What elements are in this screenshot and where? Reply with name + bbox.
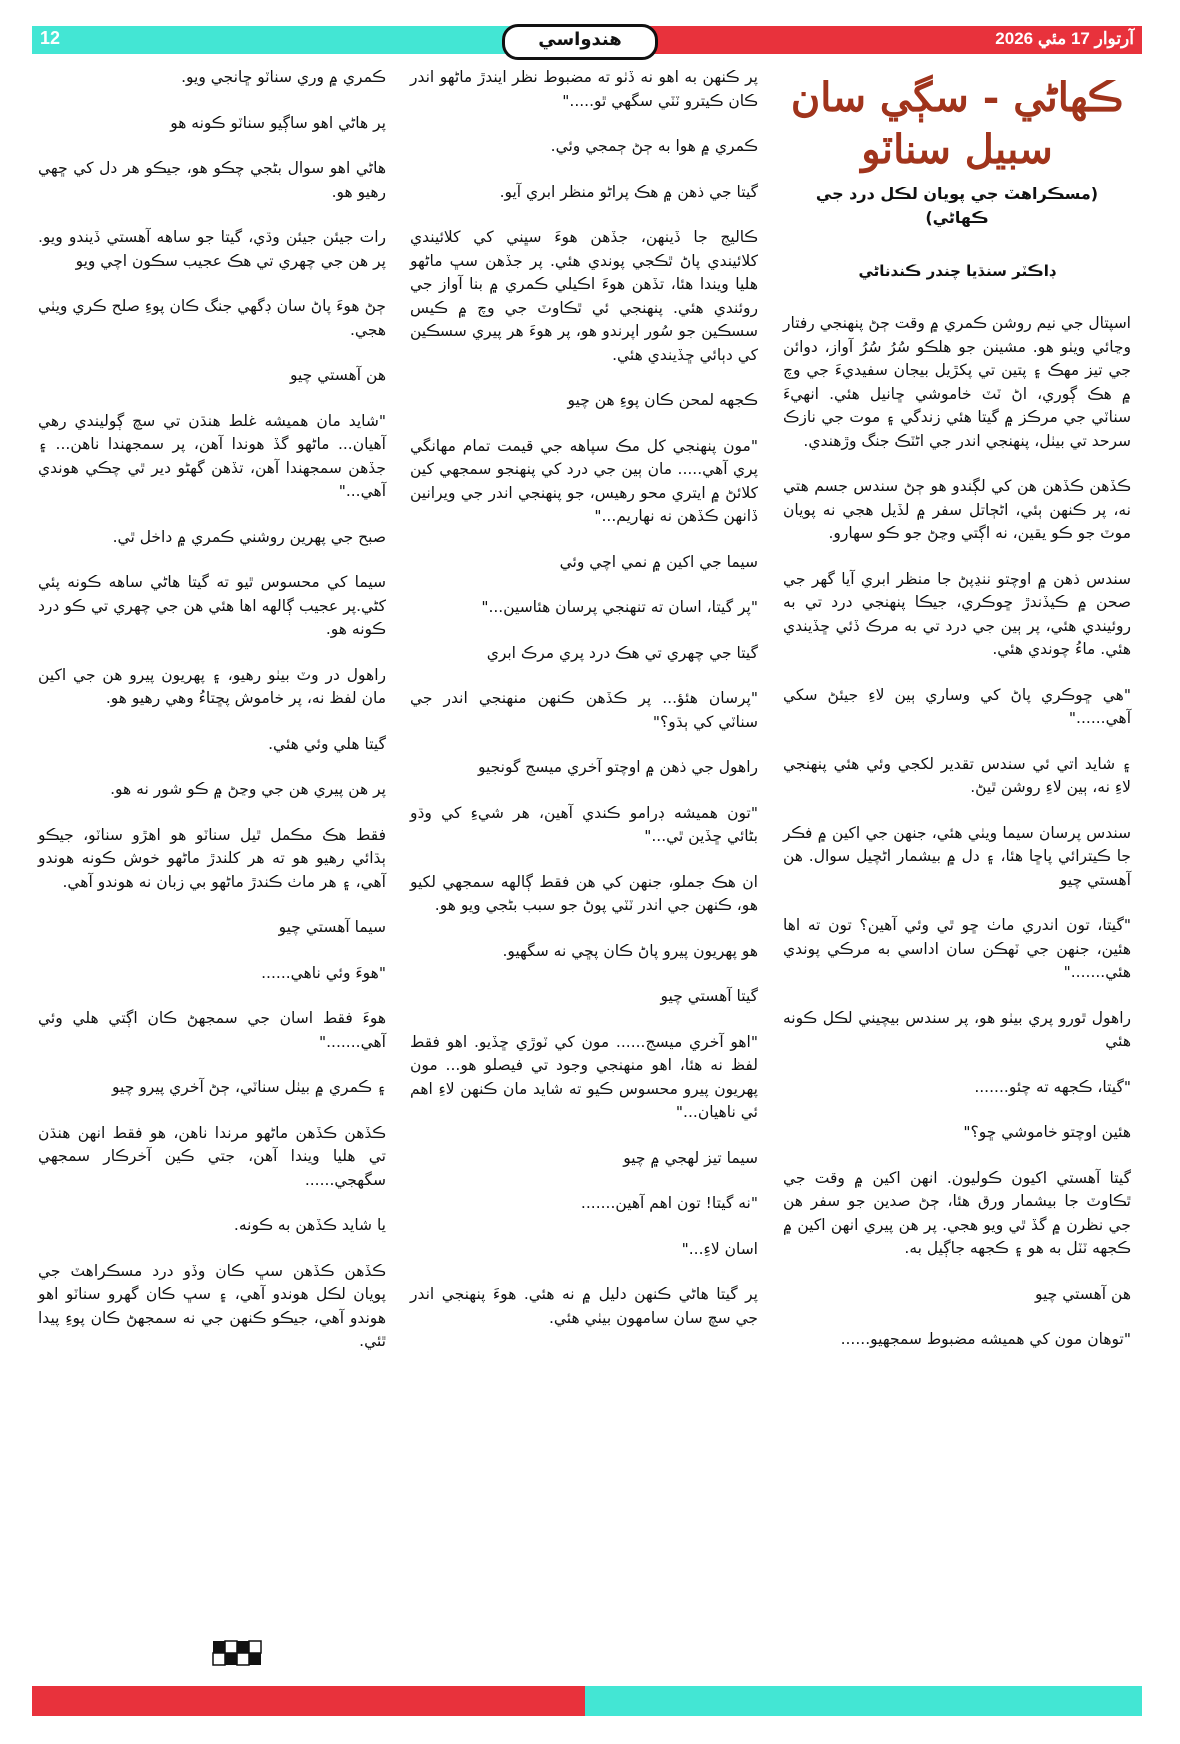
paragraph: ڪڏهن ڪڏهن هن کي لڳندو هو ڄڻ سندس جسم هتي نه، پر ڪنھن ٻئي، اڻڄاتل سفر ۾ لڏيل هجي نه پويان موٽ جو ڪو يقين، نه اڳتي وڃڻ جو ڪو سھارو. (783, 477, 1131, 542)
paragraph: ڪڏهن ڪڏهن ماڻھو مرندا ناهن، هو فقط انھن هنڌن تي هليا ويندا آهن، جتي ڪين آخرڪار سمجهي سگهجي...... (38, 1123, 386, 1189)
paragraph: ڪجھه لمحن ڪان پوءِ هن چيو (567, 391, 758, 409)
paragraph: "هوءَ وئي ناهي...... (261, 963, 386, 982)
paragraph: "پرسان هئؤ... پر ڪڏهن ڪنھن منھنجي اندر جي سناٽي کي ٻڌو؟" (410, 689, 758, 731)
paragraph: "شايد مان هميشه غلط هنڌن تي سچ ڳوليندي رهي آهيان... ماڻھو گڏ هوندا آهن، پر سمجهندا ناهن... ۽ جڏهن سمجهندا آهن، تڏهن گھڻو دير ٿي چڪي هوندي آهي..." (38, 411, 386, 500)
paragraph: سيما جي اکين ۾ نمي اچي وئي (559, 552, 758, 571)
article-title (783, 72, 1131, 176)
title-line-2: سبيل سناٽو (861, 126, 1053, 173)
paragraph: گيتا آهستي اکيون ڪوليون. انھن اکين ۾ وقت جي ٿڪاوٽ جا بيشمار ورق هئا، ڄڻ صدين جو سفر هن جي نظرن ۾ گڏ ٿي ويو هجي. پر هن پيري انھن اکين ۾ ڪجھه ٽٽل به هو ۽ ڪجھه جاڳيل به. (783, 1168, 1131, 1257)
paragraph: راهول ٿورو پري بيٺو هو، پر سندس بيچيني لڪل ڪونه هئي (783, 1008, 1131, 1050)
paragraph: "گيتا، ڪجھه ته چئو....... (974, 1077, 1131, 1096)
paragraph: فقط هڪ مڪمل ٿيل سناٽو هو اهڙو سناٽو، جيڪو ٻڌائي رهيو هو ته هر کلندڙ ماڻھو خوش ڪونه هوندو آهي، ۽ هر ماٺ ڪندڙ ماڻھو بي زبان نه هوندو آهي. (38, 825, 386, 891)
paragraph: "تون هميشه ڊرامو ڪندي آهين، هر شيءِ کي وڌو بڻائي ڇڏين ٿي..." (410, 803, 758, 845)
paragraph: "هي ڇوڪري پاڻ کي وساري ٻين لاءِ جيئڻ سکي آهي......" (783, 685, 1131, 727)
paragraph: اسپتال جي نيم روشن ڪمري ۾ وقت ڄڻ پنھنجي رفتار وڃائي ويٺو هو. مشينن جو هلڪو سُرُ سُرُ آواز، دوائن جي تيز مھڪ ۽ پتين تي پکڙيل بيجان سفيديءَ جي وچ ۾ هڪ ڳوري، اڻ ٽٽ خاموشي ڇانيل هئي. انھيءَ سناٽي جي مرڪز ۾ گيتا هئي زندگي ۽ موت جي نازڪ سرحد تي بيٺل، پنھنجي اندر جي اڻٽڪ جنگ وڙهندي. (783, 314, 1131, 450)
paragraph: "نه گيتا! تون اهم آهين....... (580, 1194, 758, 1212)
paragraph: سندس پرسان سيما ويٺي هئي، جنھن جي اکين ۾ فڪر جا ڪيترائي پاڇا هئا، ۽ دل ۾ بيشمار اڻچيل سوال. هن آهستي چيو (783, 823, 1131, 889)
header-bar-left (32, 26, 572, 54)
paragraph: يا شايد ڪڏهن به ڪونه. (233, 1216, 386, 1234)
header-bar (32, 26, 1142, 54)
paragraph: گيتا جي چھري تي هڪ درد پري مرڪ ابري (486, 643, 758, 662)
paragraph: هو پھريون پيرو پاڻ ڪان پڇي نه سگهيو. (502, 941, 758, 960)
paragraph: سيما آهستي چيو (278, 918, 386, 936)
paragraph: ۽ شايد اتي ئي سندس تقدير لکجي وئي هئي پنھنجي لاءِ نه، ٻين لاءِ روشن ٿيڻ. (783, 754, 1131, 796)
paragraph: هن آهستي چيو (290, 366, 386, 384)
article-subtitle: (مسڪراهٽ جي پويان لڪل درد جي ڪھاڻي) (815, 184, 1099, 227)
paragraph: پر هن پيري هن جي وڃڻ ۾ ڪو شور نه هو. (110, 780, 386, 798)
paragraph: سيما تيز لھجي ۾ چيو (623, 1148, 758, 1167)
paragraph: ۽ ڪمري ۾ بيٺل سناٽي، ڄڻ آخري پيرو چيو (112, 1078, 386, 1096)
header-bar-right (587, 26, 1142, 54)
article-author: ڊاڪٽر سنڌيا چندر ڪندناڻي (858, 262, 1056, 280)
paragraph: "اهو آخري ميسج...... مون کي ٽوڙي ڇڏيو. اهو فقط لفظ نه هئا، اهو منھنجي وجود تي فيصلو هو... مون پھريون پيرو محسوس ڪيو ته شايد مان ڪنھن لاءِ اهم ئي ناهيان..." (410, 1032, 758, 1121)
paragraph: صبح جي پھرين روشني ڪمري ۾ داخل ٿي. (112, 527, 386, 546)
column-middle-body (410, 66, 758, 1330)
title-line-1: ڪھاڻي - سڳي سان (790, 74, 1124, 121)
column-right (783, 66, 1131, 1374)
paragraph: ڪڏهن ڪڏهن سڀ ڪان وڏو درد مسڪراهٽ جي پويان لڪل هوندو آهي، ۽ سڀ ڪان گھرو سناٽو اهو هوندو آهي، جيڪو ڪنھن جي نه سمجهڻ ڪان پوءِ پيدا ٿئي. (38, 1261, 386, 1350)
paragraph: ڄڻ هوءَ پاڻ سان ڊگهي جنگ ڪان پوءِ صلح ڪري ويٺي هجي. (38, 297, 386, 339)
paragraph: پر هاڻي اهو ساڳيو سناٽو ڪونه هو (170, 113, 386, 132)
paragraph: راهول جي ذهن ۾ اوچتو آخري ميسج گونجيو (477, 758, 758, 776)
paragraph: سندس ذهن ۾ اوچتو ننڍپڻ جا منظر ابري آيا گهر جي صحن ۾ ڪيڏندڙ ڇوڪري، جيڪا پنھنجي درد تي به روئيندي هئي، پر ٻين جي درد تي به مرڪ ڏئي ڇڏيندي هئي. ماءُ چوندي هئي. (783, 569, 1131, 658)
masthead-logo: هندواسي (502, 24, 658, 60)
checkered-end-mark-icon (212, 1640, 262, 1670)
column-right-body (783, 312, 1131, 1352)
column-left-body (38, 66, 386, 1354)
paragraph: هاڻي اهو سوال بڻجي چڪو هو، جيڪو هر دل کي ڇھي رهيو هو. (38, 159, 386, 201)
paragraph: اسان لاءِ..." (681, 1239, 758, 1258)
paragraph: "توهان مون کي هميشه مضبوط سمجهيو...... (840, 1330, 1131, 1348)
paragraph: گيتا هلي وئي هئي. (268, 734, 386, 753)
paragraph: پر گيتا هاڻي ڪنھن دليل ۾ نه هئي. هوءَ پنھنجي اندر جي سچ سان سامھون بيٺي هئي. (410, 1285, 758, 1327)
paragraph: هن آهستي چيو (1035, 1284, 1131, 1303)
paragraph: سيما کي محسوس ٿيو ته گيتا هاڻي ساهه ڪونه پئي کڻي.پر عجيب ڳالھه اها هئي هن جي چھري تي ڪو درد ڪونه هو. (38, 573, 386, 638)
footer-bar-right (585, 1686, 1142, 1716)
paragraph: هئين اوچتو خاموشي ڇو؟" (963, 1123, 1131, 1141)
paragraph: گيتا آهستي چيو (660, 987, 758, 1005)
page-number: 12 (40, 28, 61, 48)
paragraph: هوءَ فقط اسان جي سمجهڻ ڪان اڳتي هلي وئي آهي......." (38, 1009, 386, 1051)
column-middle (410, 66, 758, 1352)
paragraph: گيتا جي ذهن ۾ هڪ پراڻو منظر ابري آيو. (499, 182, 758, 201)
paragraph: ان هڪ جملو، جنھن کي هن فقط ڳالھه سمجهي لکيو هو، ڪنھن جي اندر ٽٽي پوڻ جو سبب بڻجي ويو هو. (410, 872, 758, 914)
issue-date: آرتوار 17 مئي 2026 (995, 29, 1134, 48)
paragraph: "مون پنھنجي کل مڪ سپاهه جي قيمت تمام مھانگي پري آهي..... مان ٻين جي درد کي پنھنجو سمجهي کين کلائڻ ۾ ايتري محو رهيس، جو پنھنجي اندر جي ويرانين ڏانھن ڪڏهن نه نھاريم..." (410, 436, 758, 525)
paragraph: راهول در وٽ بيٺو رهيو، ۽ پھريون پيرو هن جي اکين مان لفظ نه، پر خاموش پڇتاءُ وهي رهيو هو. (38, 665, 386, 707)
column-left (38, 66, 386, 1376)
paragraph: "پر گيتا، اسان ته تنھنجي پرسان هئاسين..." (481, 598, 758, 616)
paragraph: رات جيئن جيئن وڌي، گيتا جو ساهه آهستي ڏيندو ويو. پر هن جي چھري تي هڪ عجيب سڪون اچي ويو (38, 228, 386, 270)
paragraph: "گيتا، تون اندري ماٺ ڇو ٿي وئي آهين؟ تون ته اها هئين، جنھن جي ٽھڪن سان اداسي به مرڪي پوندي هئي......." (783, 916, 1131, 981)
paragraph: پر ڪنھن به اهو نه ڏٺو ته مضبوط نظر ايندڙ ماڻھو اندر ڪان ڪيترو ٽٽي سگهي ٿو....." (410, 68, 758, 110)
paragraph: ڪمري ۾ وري سناٽو ڇانجي ويو. (181, 68, 386, 86)
paragraph: ڪمري ۾ هوا به ڄڻ ڄمجي وئي. (550, 137, 758, 155)
paragraph: ڪاليج جا ڏينهن، جڏهن هوءَ سڀني کي کلائيندي کلائيندي پاڻ ٿڪجي پوندي هئي. پر جڏهن سڀ ماڻھو هليا ويندا هئا، تڏهن هوءَ اڪيلي ڪمري ۾ بنا آواز جي روئندي هئي. پنھنجي ئي ٿڪاوٽ جي وچ ۾ ڪيس سسڪين جو سُور اپرندو هو، پر هوءَ هر پيري سسڪين کي دٻائي ڇڏيندي هئي. (410, 228, 758, 364)
footer-bar-left (32, 1686, 585, 1716)
